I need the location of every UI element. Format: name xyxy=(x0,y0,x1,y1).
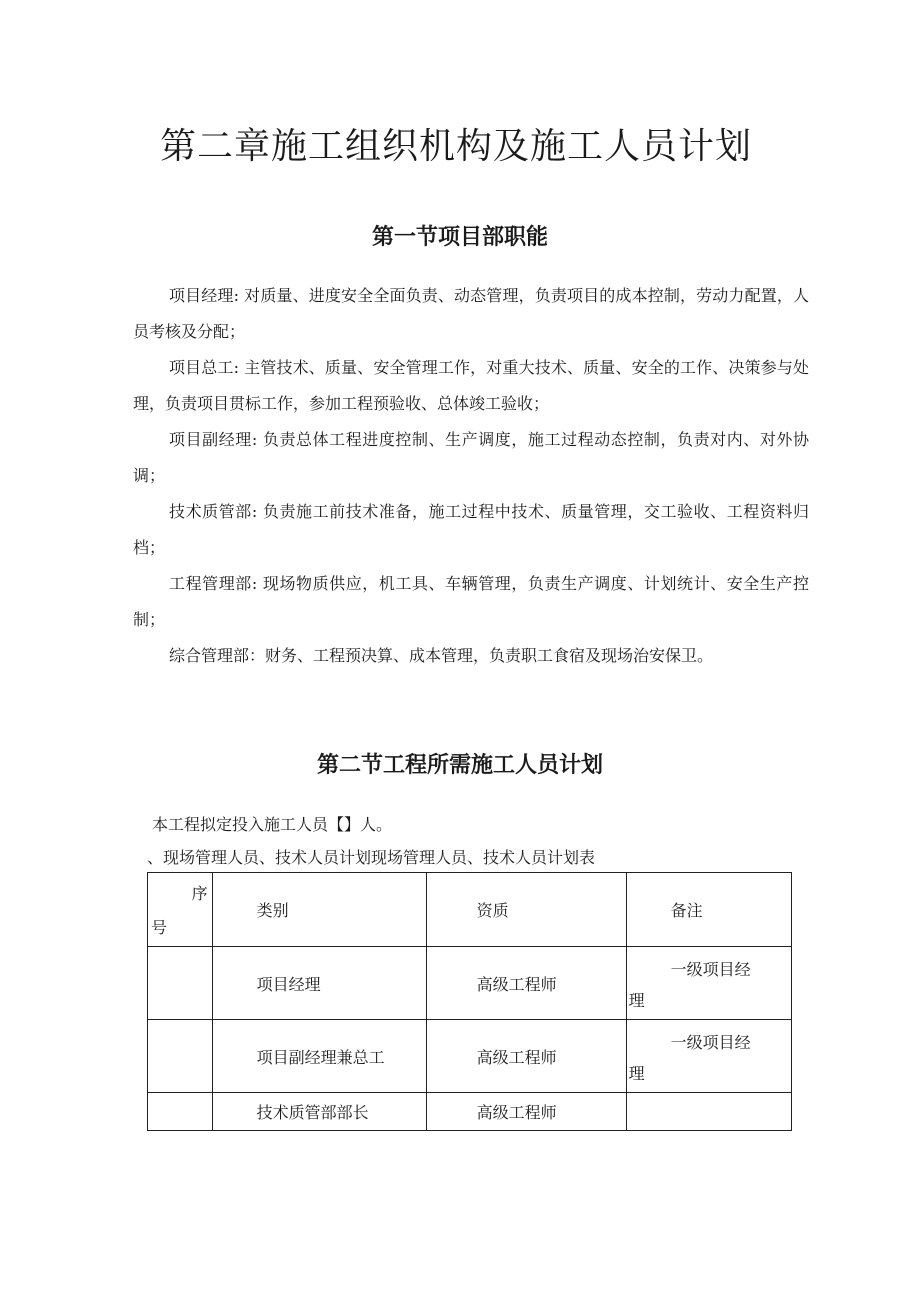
cell-qualification: 高级工程师 xyxy=(426,1020,626,1093)
cell-qualification: 高级工程师 xyxy=(426,947,626,1020)
staff-plan-table xyxy=(147,872,792,1131)
cell-note-line1: 一级项目经 xyxy=(670,1033,751,1052)
table-row xyxy=(148,947,792,1020)
duty-chief-engineer: 项目总工: 主管技术、质量、安全管理工作，对重大技术、质量、安全的工作、决策参与处理，负责项目贯标工作，参加工程预验收、总体竣工验收； xyxy=(133,358,809,413)
section-title-staff-plan: 第二节工程所需施工人员计划 xyxy=(316,753,603,778)
chapter-title: 第二章施工组织机构及施工人员计划 xyxy=(160,126,753,167)
cell-no xyxy=(148,1020,213,1093)
staff-intro: 本工程拟定投入施工人员【】人。 xyxy=(152,815,393,834)
duty-engineering-dept: 工程管理部: 现场物质供应，机工具、车辆管理，负责生产调度、计划统计、安全生产控制； xyxy=(133,574,809,629)
cell-qualification: 高级工程师 xyxy=(426,1093,626,1131)
cell-note xyxy=(626,947,791,1020)
duty-deputy-manager: 项目副经理: 负责总体工程进度控制、生产调度，施工过程动态控制，负责对内、对外协调； xyxy=(133,430,809,485)
header-no-part2: 号 xyxy=(151,918,168,937)
duties-list xyxy=(133,278,809,674)
cell-note xyxy=(626,1093,791,1131)
table-header-row xyxy=(148,873,792,947)
cell-category: 项目副经理兼总工 xyxy=(212,1020,426,1093)
cell-category: 项目经理 xyxy=(212,947,426,1020)
header-no-part1: 序 xyxy=(191,884,208,903)
duty-general-admin-dept: 综合管理部：财务、工程预决算、成本管理，负责职工食宿及现场治安保卫。 xyxy=(169,646,714,665)
cell-no xyxy=(148,1093,213,1131)
table-caption: 、现场管理人员、技术人员计划现场管理人员、技术人员计划表 xyxy=(147,848,596,867)
table-row xyxy=(148,1093,792,1131)
header-note: 备注 xyxy=(626,873,791,947)
duty-tech-quality-dept: 技术质管部: 负责施工前技术准备，施工过程中技术、质量管理，交工验收、工程资料归档； xyxy=(133,502,809,557)
duty-project-manager: 项目经理: 对质量、进度安全全面负责、动态管理，负责项目的成本控制，劳动力配置，人员考核及分配； xyxy=(133,286,809,341)
cell-note xyxy=(626,1020,791,1093)
table-row xyxy=(148,1020,792,1093)
cell-note-line1: 一级项目经 xyxy=(670,960,751,979)
section-title-project-functions: 第一节项目部职能 xyxy=(371,225,548,250)
header-no xyxy=(148,873,213,947)
cell-no xyxy=(148,947,213,1020)
cell-category: 技术质管部部长 xyxy=(212,1093,426,1131)
header-category: 类别 xyxy=(212,873,426,947)
cell-note-line2: 理 xyxy=(628,991,645,1010)
cell-note-line2: 理 xyxy=(628,1064,645,1083)
header-qualification: 资质 xyxy=(426,873,626,947)
